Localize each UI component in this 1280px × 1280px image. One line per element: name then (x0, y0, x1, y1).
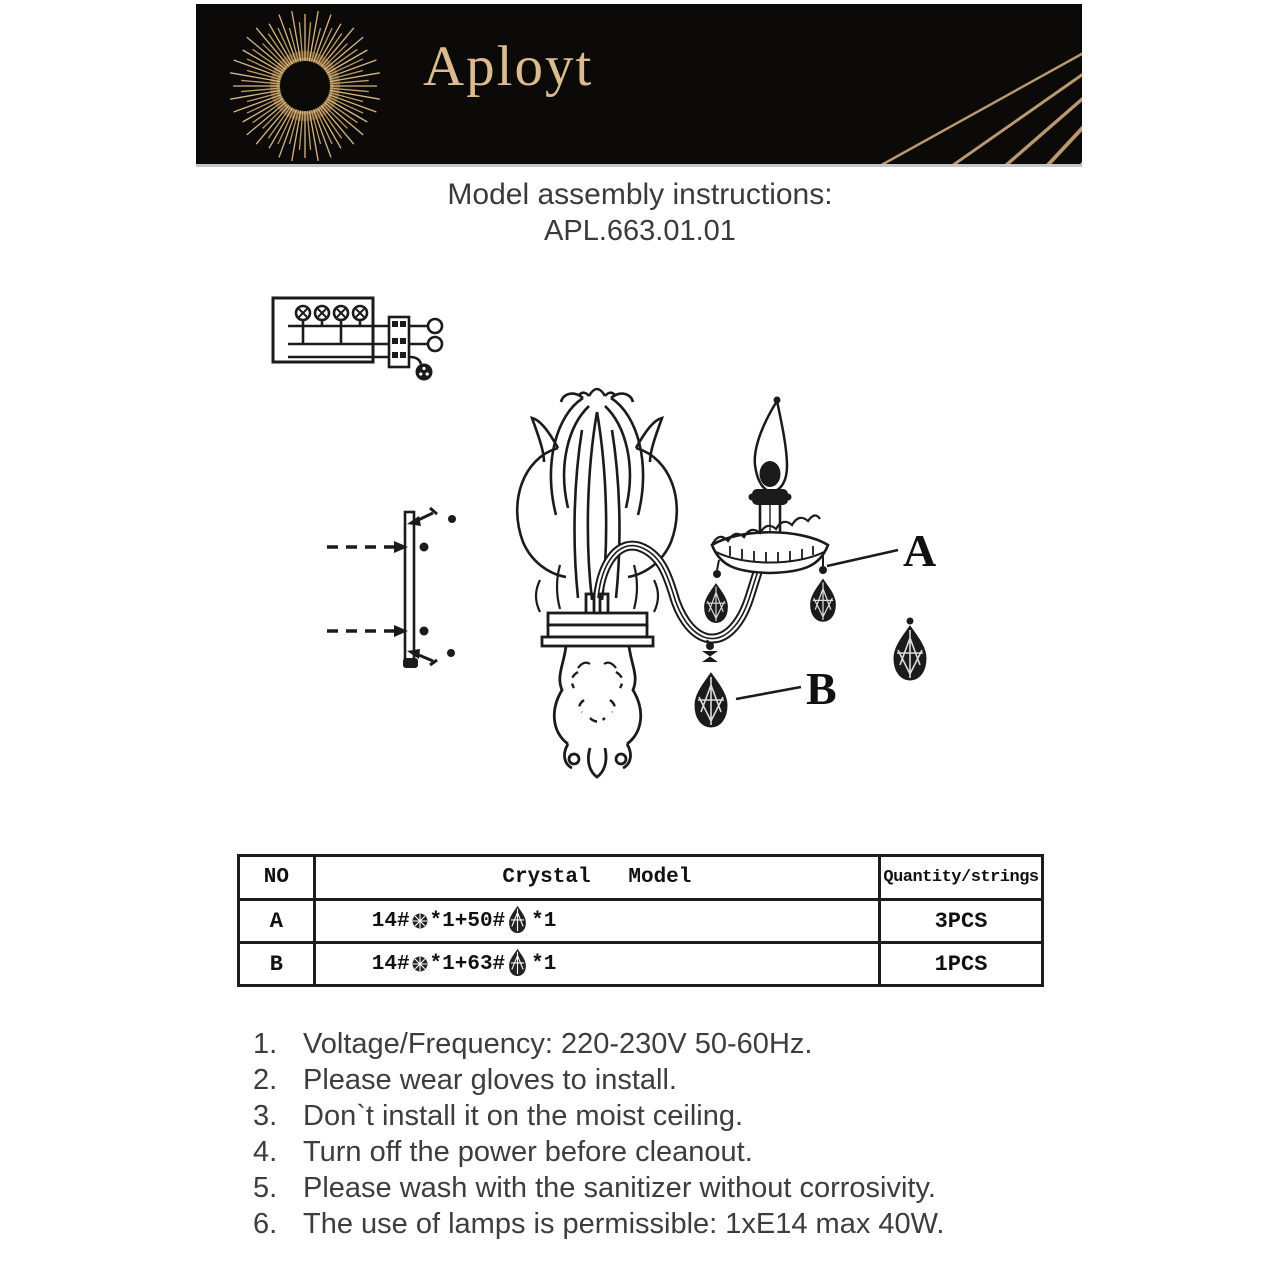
item-text: Don`t install it on the moist ceiling. (303, 1100, 744, 1132)
model-number: APL.663.01.01 (544, 215, 736, 247)
terminal-block (389, 317, 409, 367)
wire-end-icon (428, 319, 442, 333)
row-a-no: A (239, 900, 315, 943)
crystal-a-right (811, 579, 836, 621)
crystal-b (695, 673, 727, 727)
wire-end-icon (428, 337, 442, 351)
brand-banner (196, 4, 1082, 167)
table-row (239, 900, 1043, 943)
wiring-diagram (273, 298, 442, 381)
starburst-center (282, 63, 328, 109)
table-header-row (239, 856, 1043, 900)
teardrop-crystal-icon (508, 905, 527, 933)
octagon-crystal-icon (412, 912, 428, 930)
label-a: A (903, 525, 937, 576)
list-item (253, 1098, 1083, 1134)
item-number: 1. (253, 1028, 278, 1060)
model-text: 14# (371, 952, 410, 976)
crystal-spare (894, 626, 926, 680)
model-text: 14# (371, 909, 410, 933)
item-number: 4. (253, 1136, 278, 1168)
header-qty: Quantity/strings (880, 856, 1043, 900)
teardrop-crystal-icon (508, 948, 527, 976)
list-item (253, 1134, 1083, 1170)
list-item (253, 1062, 1083, 1098)
item-number: 5. (253, 1172, 278, 1204)
mounting-bracket (327, 508, 456, 668)
item-text: The use of lamps is permissible: 1xE14 max 40W. (303, 1208, 945, 1240)
octagon-crystal-icon (412, 955, 428, 973)
list-item (253, 1206, 1083, 1242)
model-text: *1+50# (429, 909, 506, 933)
item-number: 2. (253, 1064, 278, 1096)
ground-wire-icon (416, 364, 433, 381)
backplate-base (542, 594, 653, 777)
item-text: Turn off the power before cleanout. (303, 1136, 753, 1168)
row-b-model (314, 943, 879, 986)
list-item (253, 1026, 1083, 1062)
crystal-parts-table (237, 854, 1044, 987)
model-text: *1+63# (429, 952, 506, 976)
row-b-no: B (239, 943, 315, 986)
model-text: *1 (531, 952, 557, 976)
item-number: 6. (253, 1208, 278, 1240)
row-b-qty: 1PCS (880, 943, 1043, 986)
page-title (0, 176, 1280, 250)
bulb-icon (760, 461, 781, 487)
label-b: B (806, 663, 837, 714)
item-text: Please wash with the sanitizer without corrosivity. (303, 1172, 936, 1204)
crystal-a-left (704, 584, 727, 623)
table-row (239, 943, 1043, 986)
assembly-diagram (240, 278, 1000, 818)
header-no: NO (239, 856, 315, 900)
header-model: Crystal Model (314, 856, 879, 900)
title-line1: Model assembly instructions: (447, 178, 833, 211)
item-text: Voltage/Frequency: 220-230V 50-60Hz. (303, 1028, 813, 1060)
instruction-list (253, 1026, 1083, 1242)
list-item (253, 1170, 1083, 1206)
item-text: Please wear gloves to install. (303, 1064, 677, 1096)
brand-wordmark: Aployt (423, 35, 594, 98)
item-number: 3. (253, 1100, 278, 1132)
model-text: *1 (531, 909, 557, 933)
row-a-model (314, 900, 879, 943)
row-a-qty: 3PCS (880, 900, 1043, 943)
candle-and-bobeche (712, 397, 828, 574)
banner-art (196, 4, 1082, 164)
